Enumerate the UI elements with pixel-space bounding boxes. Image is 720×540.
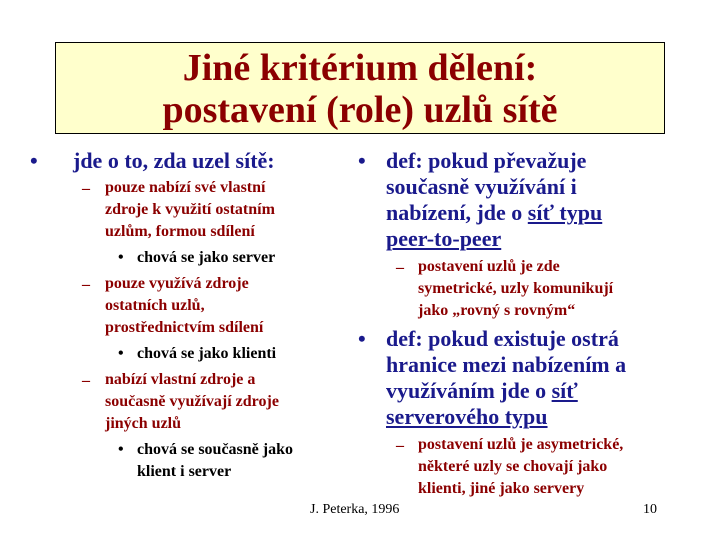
- link-peer-to-peer-part1: síť typu: [527, 200, 603, 225]
- title-line-1: Jiné kritérium dělení:: [182, 47, 538, 89]
- left-item-2-line-3: prostřednictvím sdílení: [105, 319, 264, 336]
- right-p2-sub-line-2: některé uzly se chovají jako: [418, 458, 608, 475]
- right-p1-line-1: def: pokud převažuje: [386, 148, 587, 173]
- dash-right-1: –: [396, 259, 404, 276]
- dot-left-1: •: [118, 249, 124, 266]
- footer-author: J. Peterka, 1996: [310, 502, 400, 517]
- bullet-left-main: •: [30, 148, 38, 173]
- dot-left-2: •: [118, 345, 124, 362]
- page-number: 10: [643, 502, 657, 517]
- link-server-type-part2: serverového typu: [386, 404, 548, 429]
- title-line-2: postavení (role) uzlů sítě: [162, 89, 558, 131]
- dash-left-1: –: [82, 180, 90, 197]
- left-item-1-line-2: zdroje k využití ostatním: [105, 201, 275, 218]
- left-item-3-sub-line-1: chová se současně jako: [137, 441, 294, 458]
- left-item-2-line-2: ostatních uzlů,: [105, 297, 205, 314]
- link-peer-to-peer-part2: peer-to-peer: [386, 226, 502, 251]
- right-p1-sub-line-1: postavení uzlů je zde: [418, 258, 560, 275]
- left-item-3-line-1: nabízí vlastní zdroje a: [105, 371, 256, 388]
- right-p1-line-3: [386, 200, 602, 226]
- dash-right-2: –: [396, 437, 404, 454]
- left-item-3-sub-line-2: klient i server: [137, 463, 232, 480]
- left-item-2-sub: chová se jako klienti: [137, 345, 277, 362]
- left-item-1-sub: chová se jako server: [137, 249, 276, 266]
- right-p1-line-3-text: nabízení, jde o: [386, 200, 528, 225]
- slide-title: [55, 42, 665, 134]
- right-p2-line-1: def: pokud existuje ostrá: [386, 326, 619, 351]
- link-server-type-part1: síť: [551, 378, 578, 403]
- left-item-1-line-1: pouze nabízí své vlastní: [105, 179, 266, 196]
- right-p2-line-2: hranice mezi nabízením a: [386, 352, 627, 377]
- dash-left-3: –: [82, 372, 90, 389]
- bullet-right-2: •: [358, 326, 366, 351]
- left-item-3-line-3: jiných uzlů: [105, 415, 182, 432]
- left-item-3-line-2: současně využívají zdroje: [105, 393, 279, 410]
- right-p2-line-3: [386, 378, 578, 404]
- right-p1-sub-line-2: symetrické, uzly komunikují: [418, 280, 614, 297]
- dash-left-2: –: [82, 276, 90, 293]
- left-item-2-line-1: pouze využívá zdroje: [105, 275, 249, 292]
- dot-left-3: •: [118, 441, 124, 458]
- left-main-text: jde o to, zda uzel sítě:: [73, 148, 275, 173]
- left-item-1-line-3: uzlům, formou sdílení: [105, 223, 255, 240]
- right-p2-sub-line-3: klienti, jiné jako servery: [418, 480, 585, 497]
- right-p2-sub-line-1: postavení uzlů je asymetrické,: [418, 436, 624, 453]
- right-p1-line-2: současně využívání i: [386, 174, 577, 199]
- bullet-right-1: •: [358, 148, 366, 173]
- right-p1-sub-line-3: jako „rovný s rovným“: [418, 302, 576, 319]
- right-p2-line-3-text: využíváním jde o: [386, 378, 552, 403]
